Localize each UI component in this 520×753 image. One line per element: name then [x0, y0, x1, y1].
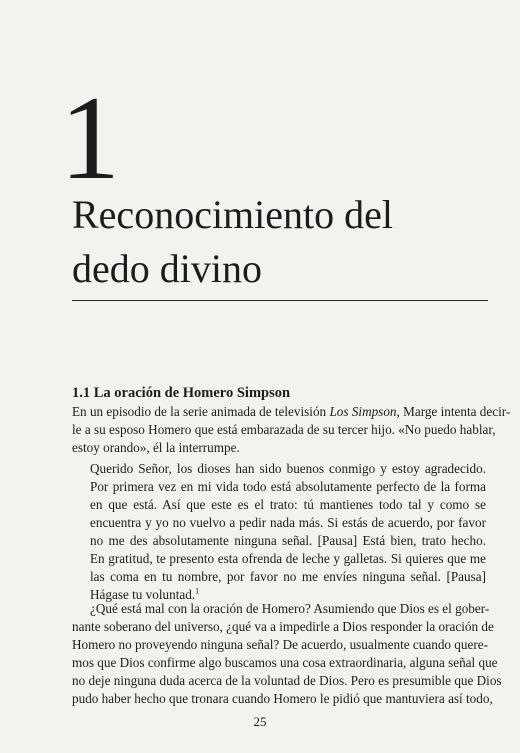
- page-number: 25: [253, 714, 267, 729]
- quote-line: encuentra y yo no vuelvo a pedir nada más. Si estás de acuerdo, por favor: [90, 515, 486, 530]
- intro-line-3: estoy orando», él la interrumpe.: [72, 440, 240, 455]
- quote-line: las coma en tu nombre, por favor no me envíes ninguna señal. [Pausa]: [90, 569, 486, 584]
- title-divider: [72, 300, 488, 301]
- chapter-title-line-1: Reconocimiento del: [72, 192, 394, 237]
- body-line: mos que Dios confirme algo buscamos una cosa extraordinaria, alguna señal que: [72, 655, 498, 670]
- body-line: ¿Qué está mal con la oración de Homero? Asumiendo que Dios es el gober-: [90, 601, 490, 616]
- quote-line: en que está. Así que este es el trato: tú mantienes todo tal y como se: [90, 497, 486, 512]
- body-line: Homero no proveyendo ninguna señal? De acuerdo, usualmente cuando quere-: [72, 637, 488, 652]
- show-title: Los Simpson: [329, 404, 397, 419]
- footnote-reference[interactable]: 1: [195, 586, 200, 596]
- intro-line-1: En un episodio de la serie animada de televisión Los Simpson, Marge intenta decir-: [72, 404, 511, 419]
- block-quote: [90, 460, 486, 604]
- quote-line-last: Hágase tu voluntad.$^1$: [90, 586, 200, 602]
- intro-line-2: le a su esposo Homero que está embarazada de su tercer hijo. «No puedo hablar,: [72, 422, 496, 437]
- chapter-title: [72, 188, 492, 296]
- body-line: nante soberano del universo, ¿qué va a impedirle a Dios responder la oración de: [72, 619, 494, 634]
- quote-line: Por primera vez en mi vida todo está absolutamente perfecto de la forma: [90, 479, 486, 494]
- chapter-number: 1: [60, 71, 120, 204]
- intro-paragraph: [72, 403, 511, 457]
- body-line: pudo haber hecho que tronara cuando Homero le pidió que mantuviera así todo,: [72, 691, 493, 706]
- body-line: no deje ninguna duda acerca de la voluntad de Dios. Pero es presumible que Dios: [72, 673, 502, 688]
- section-heading: 1.1 La oración de Homero Simpson: [72, 385, 291, 401]
- quote-line: En gratitud, te presento esta ofrenda de leche y galletas. Si quieres que me: [90, 551, 486, 566]
- chapter-title-line-2: dedo divino: [72, 246, 262, 291]
- quote-line: Querido Señor, los dioses han sido buenos conmigo y estoy agradecido.: [90, 461, 486, 476]
- body-paragraph: [72, 600, 502, 708]
- quote-line: no me des absolutamente ninguna señal. [Pausa] Está bien, trato hecho.: [90, 533, 486, 548]
